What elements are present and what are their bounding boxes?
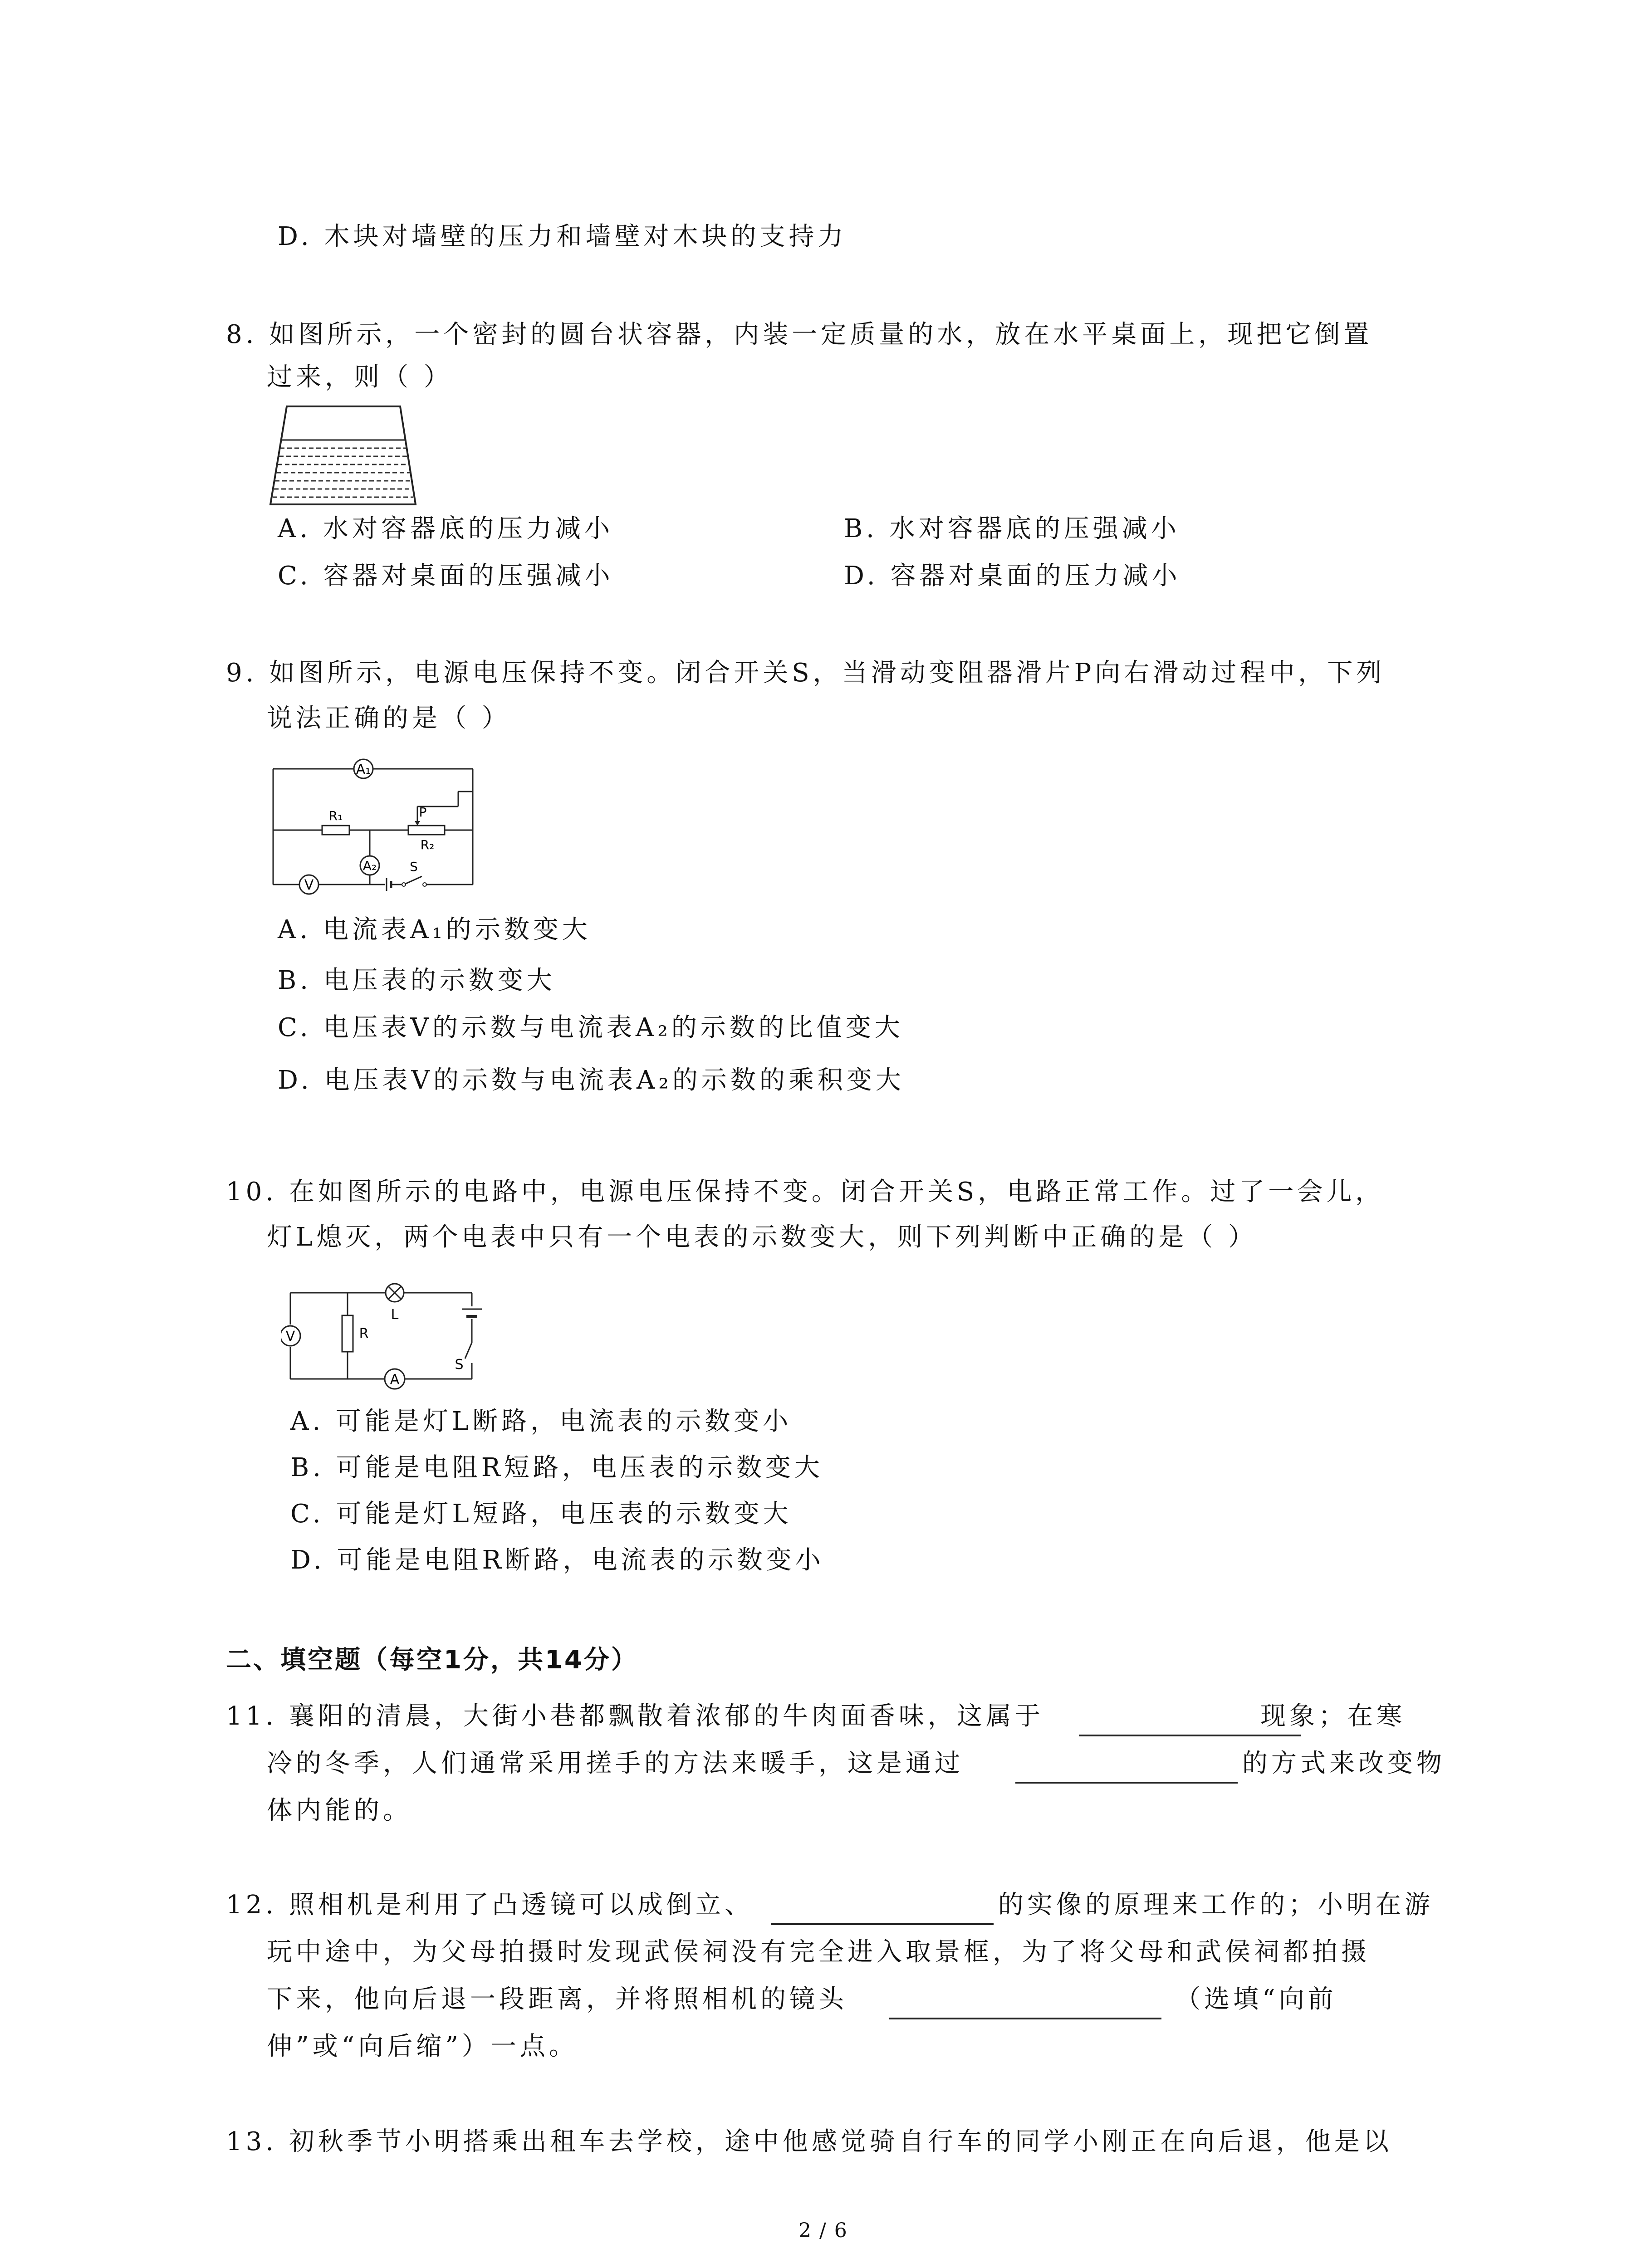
q9-stem-line1: 9. 如图所示，电源电压保持不变。闭合开关S，当滑动变阻器滑片P向右滑动过程中，下列 <box>226 658 1386 688</box>
q11-line3: 体内能的。 <box>267 1796 412 1825</box>
q9-option-d[interactable]: D. 电压表V的示数与电流表A₂的示数的乘积变大 <box>278 1066 905 1095</box>
q10-stem-line2: 灯L熄灭，两个电表中只有一个电表的示数变大，则下列判断中正确的是（ ） <box>267 1222 1257 1252</box>
q11-line2-end: 的方式来改变物 <box>1242 1749 1445 1778</box>
q8-option-c[interactable]: C. 容器对桌面的压强减小 <box>278 561 614 591</box>
q12-blank-1[interactable] <box>771 1923 994 1925</box>
q9-circuit-diagram <box>268 748 485 903</box>
q12-line3-start: 下来，他向后退一段距离，并将照相机的镜头 <box>267 1984 847 2014</box>
page-number: 2 / 6 <box>798 2219 848 2242</box>
q10-label-v: V <box>285 1329 295 1344</box>
q11-line1-start: 11. 襄阳的清晨，大街小巷都飘散着浓郁的牛肉面香味，这属于 <box>226 1701 1044 1731</box>
q10-option-b[interactable]: B. 可能是电阻R短路，电压表的示数变大 <box>290 1453 823 1482</box>
q11-line2-start: 冷的冬季，人们通常采用搓手的方法来暖手，这是通过 <box>267 1749 964 1778</box>
q10-label-a: A <box>390 1372 400 1388</box>
q10-label-s: S <box>455 1357 464 1373</box>
q9-label-s: S <box>410 859 418 874</box>
q11-blank-2[interactable] <box>1015 1782 1238 1784</box>
q12-line1-start: 12. 照相机是利用了凸透镜可以成倒立、 <box>226 1890 754 1920</box>
q12-line2: 玩中途中，为父母拍摄时发现武侯祠没有完全进入取景框，为了将父母和武侯祠都拍摄 <box>267 1937 1370 1967</box>
q12-line1-end: 的实像的原理来工作的；小明在游 <box>998 1890 1434 1920</box>
q12-line4: 伸”或“向后缩”）一点。 <box>267 2032 578 2061</box>
q8-option-b[interactable]: B. 水对容器底的压强减小 <box>844 514 1180 543</box>
q8-stem-line1: 8. 如图所示，一个密封的圆台状容器，内装一定质量的水，放在水平桌面上，现把它倒置 <box>226 320 1373 349</box>
q12-line3-end: （选填“向前 <box>1175 1984 1337 2014</box>
q9-label-r2: R₂ <box>420 837 435 852</box>
q9-option-a[interactable]: A. 电流表A₁的示数变大 <box>278 915 591 944</box>
q11-blank-1[interactable] <box>1079 1735 1301 1736</box>
q10-option-a[interactable]: A. 可能是灯L断路，电流表的示数变小 <box>290 1407 792 1436</box>
q12-blank-2[interactable] <box>889 2018 1161 2019</box>
q9-option-b[interactable]: B. 电压表的示数变大 <box>278 966 556 995</box>
q9-option-c[interactable]: C. 电压表V的示数与电流表A₂的示数的比值变大 <box>278 1013 904 1042</box>
q13-line1: 13. 初秋季节小明搭乘出租车去学校，途中他感觉骑自行车的同学小刚正在向后退，他是以 <box>226 2127 1392 2156</box>
q9-label-a2: A₂ <box>362 858 377 873</box>
section-2-heading: 二、填空题（每空1分，共14分） <box>226 1645 638 1675</box>
q10-stem-line1: 10. 在如图所示的电路中，电源电压保持不变。闭合开关S，电路正常工作。过了一会儿， <box>226 1177 1385 1207</box>
q8-option-d[interactable]: D. 容器对桌面的压力减小 <box>844 561 1181 591</box>
q10-circuit-diagram <box>281 1266 490 1402</box>
q10-label-r: R <box>359 1326 369 1342</box>
q9-label-p: P <box>419 805 427 820</box>
q8-frustum-container-figure <box>268 404 418 508</box>
q8-stem-line2: 过来，则（ ） <box>267 362 453 392</box>
q9-label-r1: R₁ <box>328 808 343 823</box>
q10-label-l: L <box>391 1307 399 1323</box>
q9-label-a1: A₁ <box>356 762 371 777</box>
q9-stem-line2: 说法正确的是（ ） <box>267 704 511 733</box>
q9-label-v: V <box>304 877 314 893</box>
q10-option-d[interactable]: D. 可能是电阻R断路，电流表的示数变小 <box>290 1545 824 1575</box>
q10-option-c[interactable]: C. 可能是灯L短路，电压表的示数变大 <box>290 1499 792 1529</box>
q8-option-a[interactable]: A. 水对容器底的压力减小 <box>278 514 614 543</box>
q11-line1-end: 现象；在寒 <box>1260 1701 1406 1731</box>
q7-option-d[interactable]: D. 木块对墙壁的压力和墙壁对木块的支持力 <box>278 222 847 251</box>
